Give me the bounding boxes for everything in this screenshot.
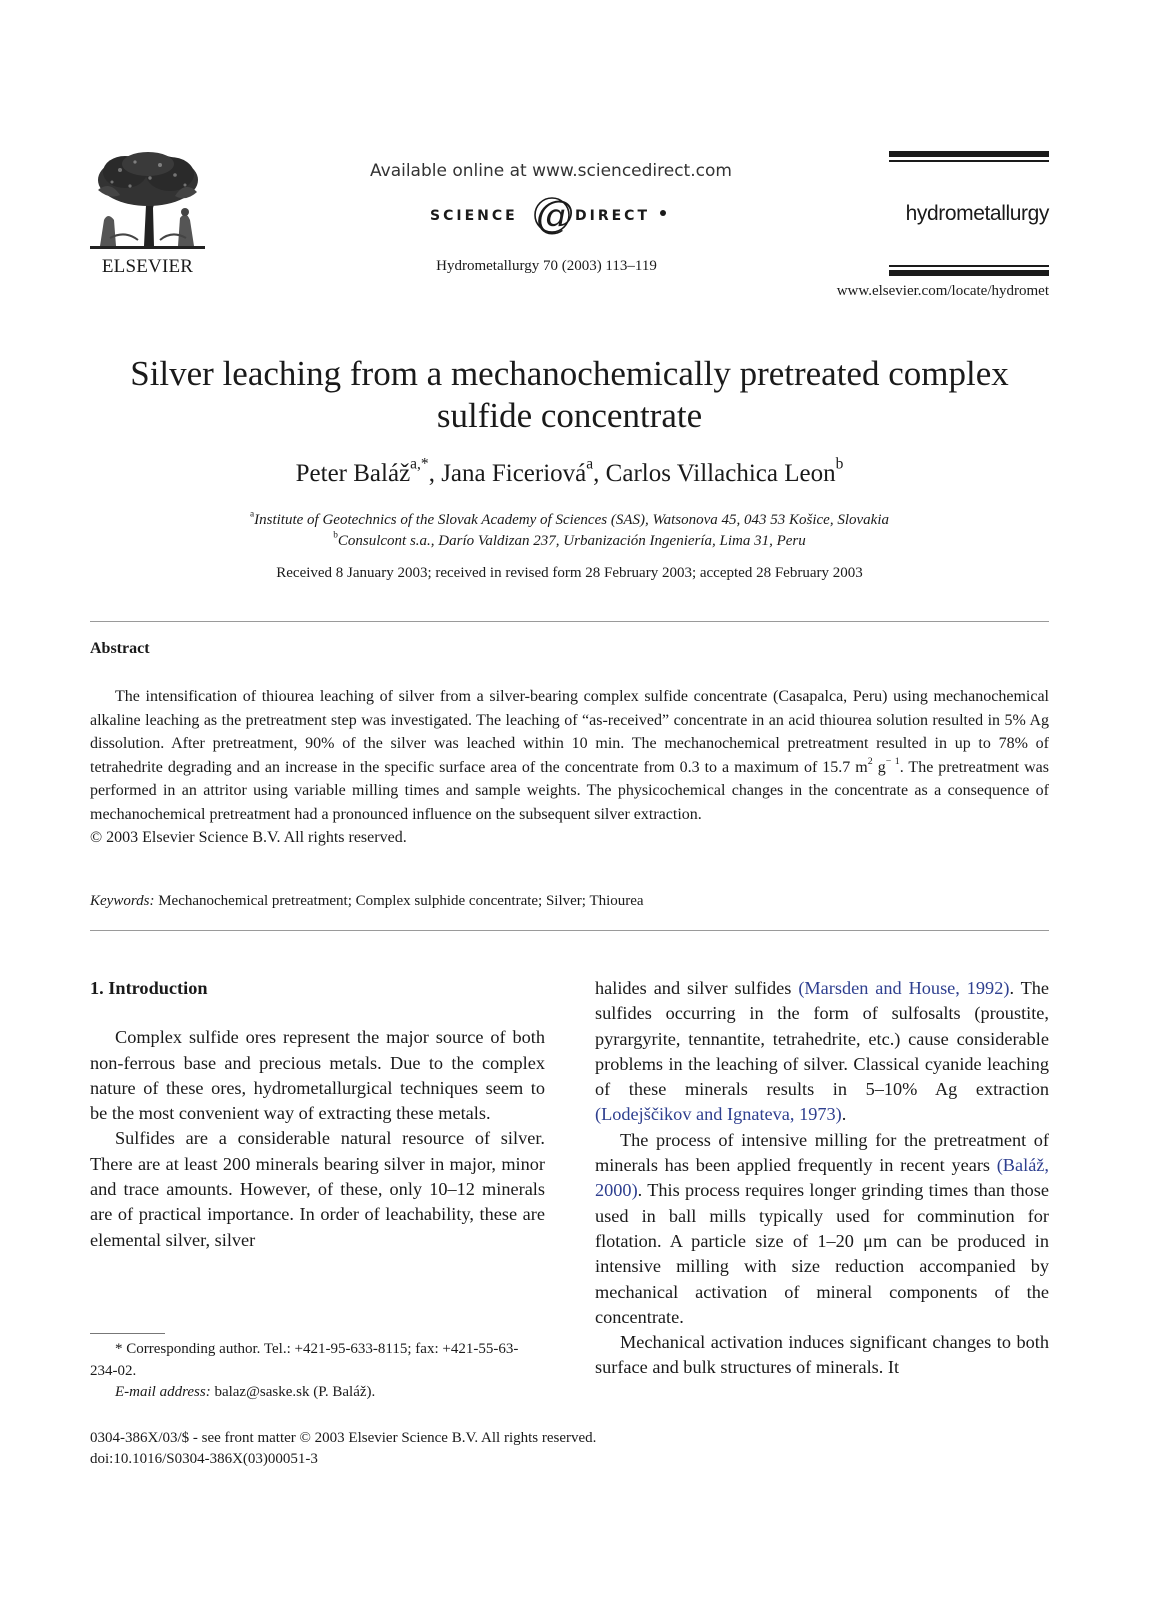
brand-bar-top-thin [889,160,1049,162]
tree-icon [90,150,205,252]
column-right [595,976,1049,1381]
journal-url-link[interactable]: www.elsevier.com/locate/hydromet [836,283,1049,299]
affiliation-text: Institute of Geotechnics of the Slovak Academy of Sciences (SAS), Watsonova 45, 043 53 Košice, Slovakia [254,512,889,528]
available-online-text[interactable]: Available online at www.sciencedirect.com [370,161,732,181]
title-line-2: sulfide concentrate [436,396,703,435]
abstract-superscript: 2 [867,755,873,767]
body-paragraph: Sulfides are a considerable natural resource of silver. There are at least 200 minerals bearing silver in major, minor and trace amounts. However, of these, only 10–12 minerals are of practical importance. In order of leachability, these are elemental silver, silver [90,1128,545,1250]
keywords-text: Mechanochemical pretreatment; Complex sulphide concentrate; Silver; Thiourea [158,893,644,909]
divider [90,930,1049,931]
brand-bar-bottom [889,270,1049,276]
keywords-label: Keywords: [90,893,155,909]
author-list [90,455,1049,488]
body-text: The process of intensive milling for the pretreatment of minerals has been applied frequently in recent years [595,1129,1049,1176]
email-address[interactable]: balaz@saske.sk (P. Baláž). [210,1384,376,1400]
body-text: . This process requires longer grinding times than those used in ball mills typically used for comminution for flotation. A particle size of 1–20 μm can be produced in intensive milling with size reduction accompanied by mechanical activation of mineral components of the concentrate. [595,1180,1049,1327]
author-separator: , [593,460,606,487]
citation-link[interactable]: (Baláž, 2000) [595,1155,1049,1201]
affiliation-text: Consulcont s.a., Darío Valdizan 237, Urbanización Ingeniería, Lima 31, Peru [337,533,806,549]
received-dates: Received 8 January 2003; received in revised form 28 February 2003; accepted 28 February 2003 [276,565,863,581]
body-text: . The sulfides occurring in the form of sulfosalts (proustite, pyrargyrite, tennantite, tetrahedrite, etc.) cause considerable problems in the leaching of silver. Classical cyanide leaching of these minerals results in 5–10% Ag extraction [595,978,1050,1100]
abstract-text: The intensification of thiourea leaching of silver from a silver-bearing complex sulfide concentrate (Casapalca, Peru) using mechanochemical alkaline leaching as the pretreatment step was investigated. The leaching of “as-received” concentrate in an acid thiourea solution resulted in 5% Ag dissolution. After pretreatment, 90% of the silver was leached within 10 min. The mechanochemical pretreatment resulted in up to 78% of tetrahedrite degrading and an increase in the specific surface area of the concentrate from 0.3 to a maximum of 15.7 m [90,688,1049,776]
author-name[interactable]: Peter Baláž [295,460,411,487]
publisher-name: ELSEVIER [101,256,194,277]
author-affil-mark: a,* [410,455,429,473]
abstract-superscript: − 1 [885,755,900,767]
author-affil-mark: a [586,455,594,473]
abstract-text: . The pretreatment was performed in an attritor using variable milling times and sample weights. The physicochemical changes in the concentrate as a consequence of mechanochemical pretreatment had a pronounced influence on the subsequent silver extraction. [90,758,1050,823]
author-name[interactable]: Jana Ficeriová [441,460,587,487]
body-paragraph: Complex sulfide ores represent the major source of both non-ferrous base and precious metals. Due to the complex nature of these ores, hydrometallurgical techniques seem to be the most convenient way of extracting these metals. [90,1027,545,1124]
citation-link[interactable]: (Lodejščikov and Ignateva, 1973) [595,1104,842,1125]
footnote-rule [90,1333,165,1334]
affiliation-mark: a [250,509,255,520]
affiliation-mark: b [333,530,338,541]
abstract-text: g [872,758,886,776]
journal-brand-name: hydrometallurgy [905,202,1049,225]
section-heading: 1. Introduction [90,978,208,998]
column-left [90,976,545,1253]
sd-logo-direct: DIRECT [575,208,650,224]
body-paragraph: Mechanical activation induces significant changes to both surface and bulk structures of minerals. It [595,1332,1049,1378]
doi-line[interactable]: doi:10.1016/S0304-386X(03)00051-3 [90,1451,318,1467]
body-text: halides and silver sulfides [595,978,799,998]
paper-title [90,353,1049,437]
brand-bar-top [889,151,1049,157]
divider [90,621,1049,622]
author-separator: , [428,460,442,487]
corresponding-author-note: * Corresponding author. Tel.: +421-95-633-8115; fax: +421-55-63-234-02. [90,1341,519,1379]
abstract-copyright: © 2003 Elsevier Science B.V. All rights reserved. [90,829,407,846]
journal-reference: Hydrometallurgy 70 (2003) 113–119 [436,258,657,274]
affiliation-item [90,510,1049,531]
body-paragraph [595,976,1049,1128]
brand-bar-bottom-thin [889,265,1049,267]
svg-text:@: @ [536,193,574,237]
front-matter-info [90,1428,596,1470]
affiliation-list [90,510,1049,552]
sciencedirect-logo[interactable] [370,193,723,237]
keywords [90,893,1049,910]
sd-logo-science: SCIENCE [430,208,518,224]
author-name[interactable]: Carlos Villachica Leon [605,460,836,487]
email-label: E-mail address: [115,1384,211,1400]
author-affil-mark: b [835,455,844,473]
affiliation-item [90,531,1049,552]
footnote [90,1339,545,1404]
email-line [90,1382,545,1404]
abstract-paragraph [90,685,1049,826]
abstract-heading: Abstract [90,640,150,657]
abstract-body [90,685,1049,850]
body-paragraph [595,1128,1049,1330]
body-text: . [841,1104,847,1125]
issn-line: 0304-386X/03/$ - see front matter © 2003 Elsevier Science B.V. All rights reserved. [90,1430,597,1446]
title-line-1: Silver leaching from a mechanochemically pretreated complex [130,354,1009,393]
citation-link[interactable]: (Marsden and House, 1992) [798,978,1010,998]
